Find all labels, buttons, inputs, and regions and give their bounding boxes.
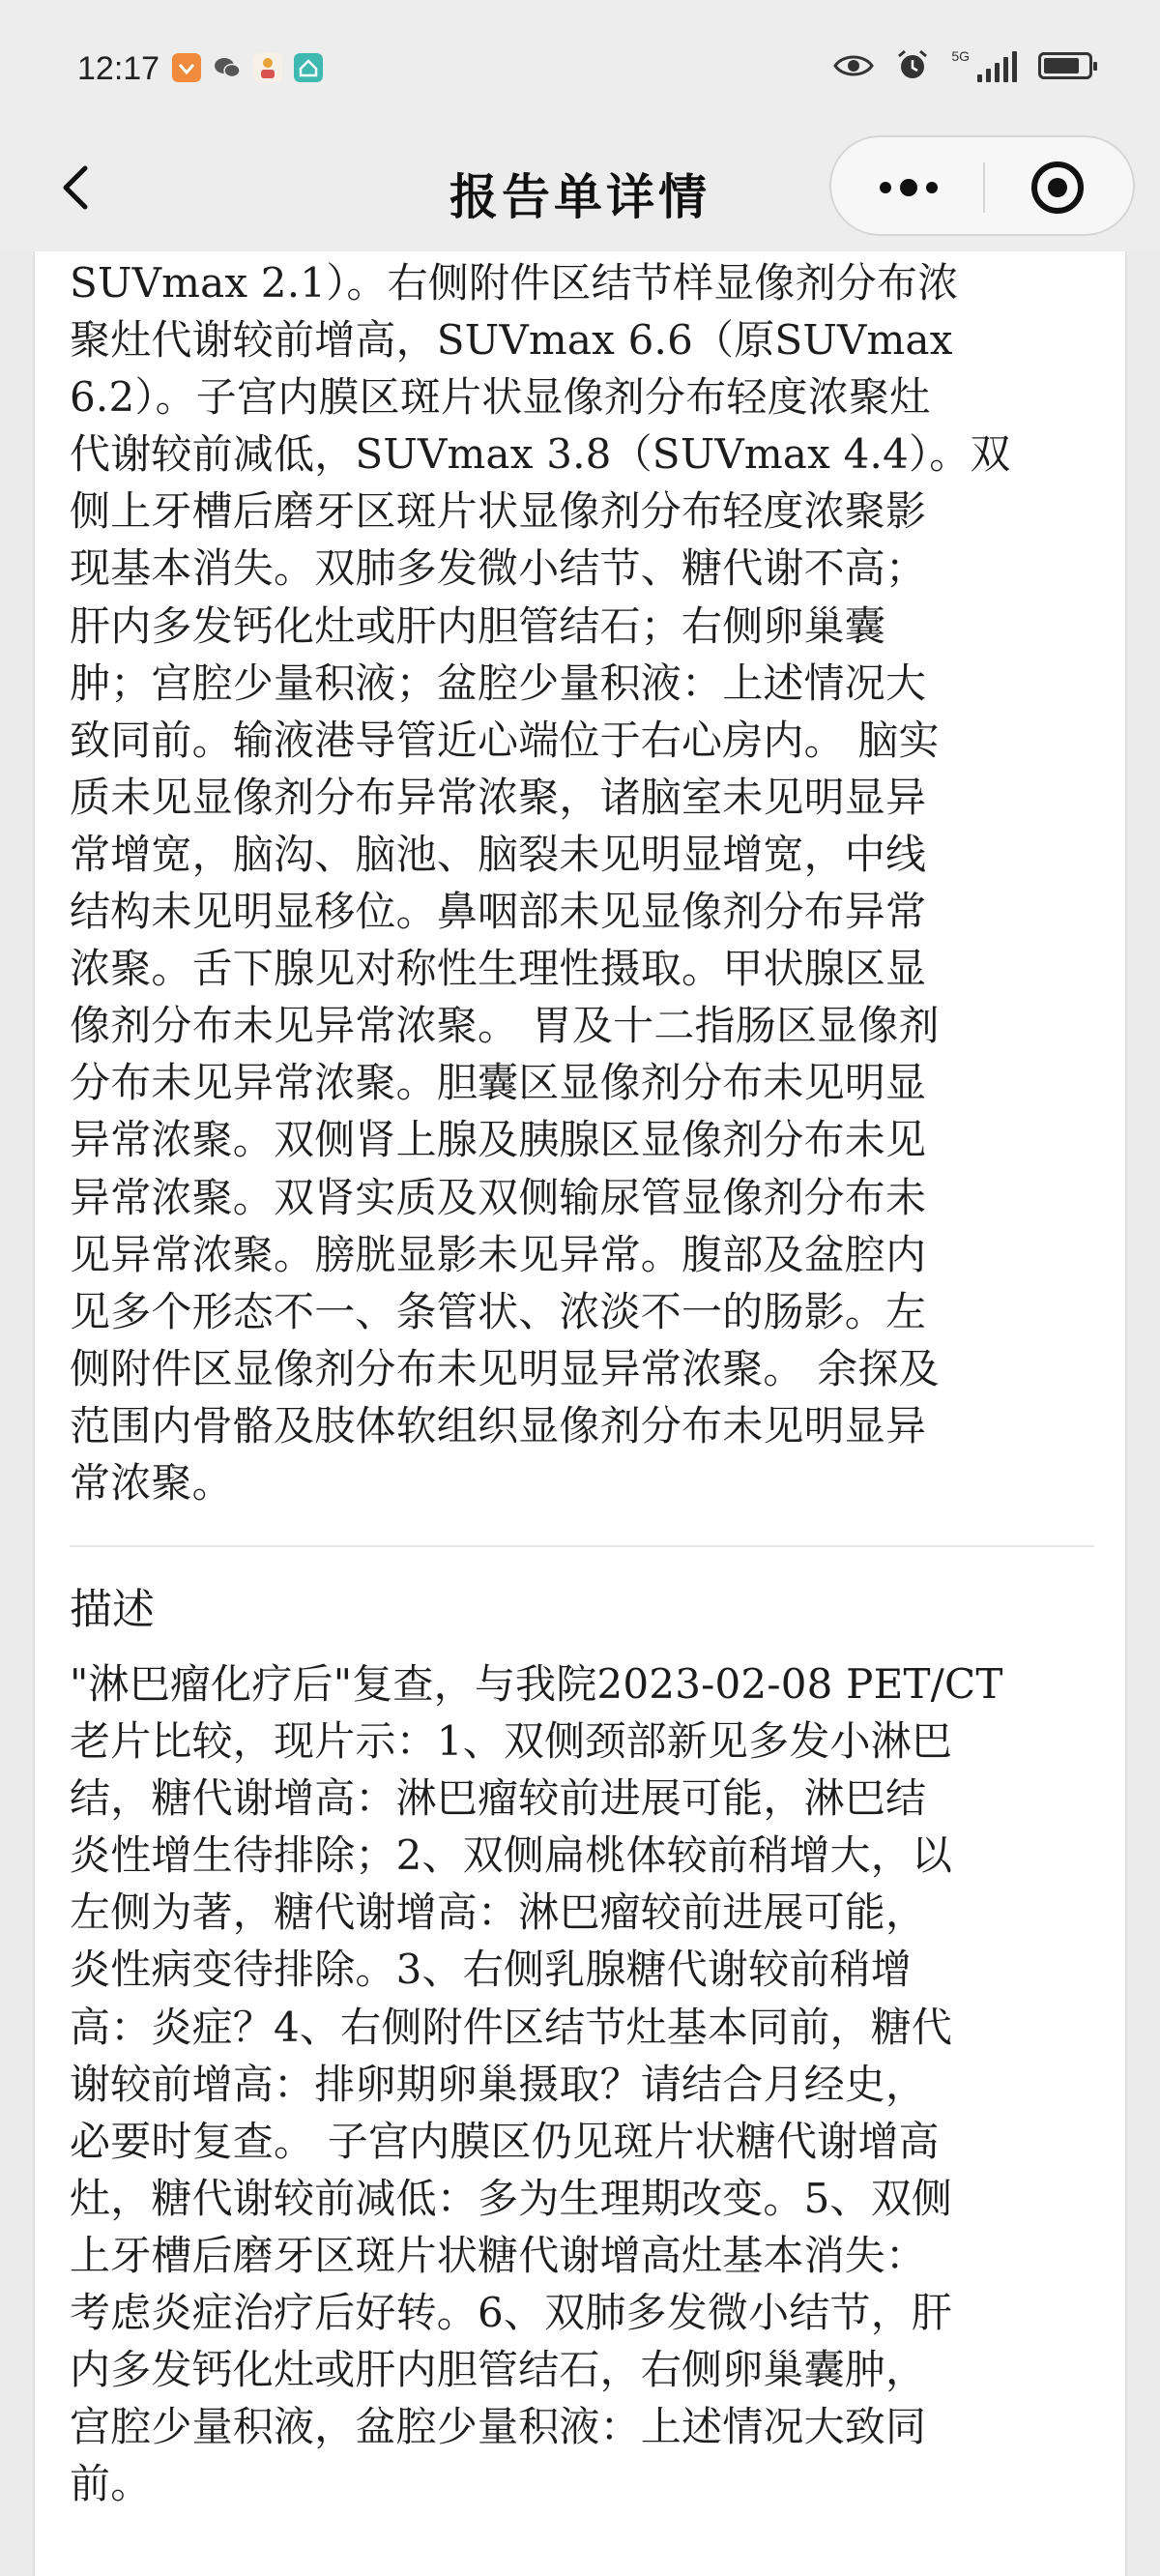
report-line: 灶，糖代谢较前减低：多为生理期改变。5、双侧 — [70, 2174, 953, 2222]
report-line: 见异常浓聚。膀胱显影未见异常。腹部及盆腔内 — [70, 1230, 927, 1278]
notification-icons — [172, 53, 323, 82]
report-line: 内多发钙化灶或肝内胆管结石，右侧卵巢囊肿， — [70, 2346, 927, 2394]
report-line: 质未见显像剂分布异常浓聚，诸脑室未见明显异 — [70, 773, 927, 821]
report-line: 现基本消失。双肺多发微小结节、糖代谢不高； — [70, 544, 927, 593]
report-line: 分布未见异常浓聚。胆囊区显像剂分布未见明显 — [70, 1059, 927, 1107]
section-divider — [70, 1545, 1094, 1547]
app-icon-person — [253, 53, 282, 82]
report-line: 代谢较前减低，SUVmax 3.8（SUVmax 4.4）。双 — [70, 430, 1011, 479]
description-text — [70, 1655, 1094, 2512]
report-line: 炎性增生待排除；2、双侧扁桃体较前稍增大，以 — [70, 1831, 953, 1880]
report-line: 谢较前增高：排卵期卵巢摄取？请结合月经史， — [70, 2060, 927, 2108]
report-line: 炎性病变待排除。3、右侧乳腺糖代谢较前稍增 — [70, 1946, 912, 1994]
report-line: 考虑炎症治疗后好转。6、双肺多发微小结节，肝 — [70, 2289, 953, 2337]
report-line: 侧附件区显像剂分布未见明显异常浓聚。 余探及 — [70, 1344, 940, 1392]
report-line: 左侧为著，糖代谢增高：淋巴瘤较前进展可能， — [70, 1888, 927, 1937]
app-icon-orange — [172, 53, 201, 82]
report-line: 宫腔少量积液，盆腔少量积液：上述情况大致同 — [70, 2403, 927, 2451]
report-line: 肝内多发钙化灶或肝内胆管结石；右侧卵巢囊 — [70, 601, 886, 650]
report-line: 高：炎症？4、右侧附件区结节灶基本同前，糖代 — [70, 2003, 953, 2051]
description-title: 描述 — [70, 1585, 155, 1634]
network-type: 5G — [951, 48, 970, 64]
system-status-icons — [833, 48, 1092, 83]
miniprogram-capsule — [829, 135, 1135, 236]
report-line: 聚灶代谢较前增高，SUVmax 6.6（原SUVmax — [70, 316, 953, 365]
report-line: 结，糖代谢增高：淋巴瘤较前进展可能，淋巴结 — [70, 1774, 927, 1823]
battery-icon — [1038, 52, 1092, 79]
app-icon-home — [294, 53, 323, 82]
wechat-icon — [213, 53, 242, 82]
report-line: 异常浓聚。双肾实质及双侧输尿管显像剂分布未 — [70, 1173, 927, 1221]
report-line: 必要时复查。 子宫内膜区仍见斑片状糖代谢增高 — [70, 2117, 940, 2165]
report-line: 异常浓聚。双侧肾上腺及胰腺区显像剂分布未见 — [70, 1116, 927, 1164]
findings-text — [70, 254, 1094, 1511]
capsule-divider — [983, 162, 985, 213]
report-line: 常增宽，脑沟、脑池、脑裂未见明显增宽，中线 — [70, 830, 927, 878]
report-line: 老片比较，现片示：1、双侧颈部新见多发小淋巴 — [70, 1717, 953, 1766]
status-bar — [0, 0, 1160, 135]
report-line: 范围内骨骼及肢体软组织显像剂分布未见明显异 — [70, 1401, 927, 1449]
page-title: 报告单详情 — [450, 168, 710, 225]
more-dots-icon[interactable] — [870, 166, 947, 209]
eye-icon — [833, 51, 874, 80]
status-time: 12:17 — [77, 50, 160, 87]
report-line: 结构未见明显移位。鼻咽部未见显像剂分布异常 — [70, 888, 927, 936]
report-line: 见多个形态不一、条管状、浓淡不一的肠影。左 — [70, 1287, 927, 1335]
nav-bar — [0, 135, 1160, 251]
alarm-icon — [895, 48, 930, 83]
close-miniprogram-icon[interactable] — [1029, 159, 1087, 217]
report-line: 常浓聚。 — [70, 1458, 233, 1507]
report-line: SUVmax 2.1）。右侧附件区结节样显像剂分布浓 — [70, 259, 959, 307]
report-content[interactable] — [33, 251, 1127, 2576]
report-line: 像剂分布未见异常浓聚。 胃及十二指肠区显像剂 — [70, 1002, 940, 1050]
signal-icon — [977, 49, 1017, 82]
report-line: 浓聚。舌下腺见对称性生理性摄取。甲状腺区显 — [70, 945, 927, 993]
report-line: 前。 — [70, 2460, 152, 2508]
report-line: "淋巴瘤化疗后"复查，与我院2023-02-08 PET/CT — [70, 1660, 1003, 1708]
report-line: 致同前。输液港导管近心端位于右心房内。 脑实 — [70, 716, 940, 764]
report-line: 6.2）。子宫内膜区斑片状显像剂分布轻度浓聚灶 — [70, 373, 931, 422]
report-line: 侧上牙槽后磨牙区斑片状显像剂分布轻度浓聚影 — [70, 487, 927, 536]
report-line: 肿；宫腔少量积液；盆腔少量积液：上述情况大 — [70, 659, 927, 707]
report-line: 上牙槽后磨牙区斑片状糖代谢增高灶基本消失： — [70, 2231, 927, 2279]
